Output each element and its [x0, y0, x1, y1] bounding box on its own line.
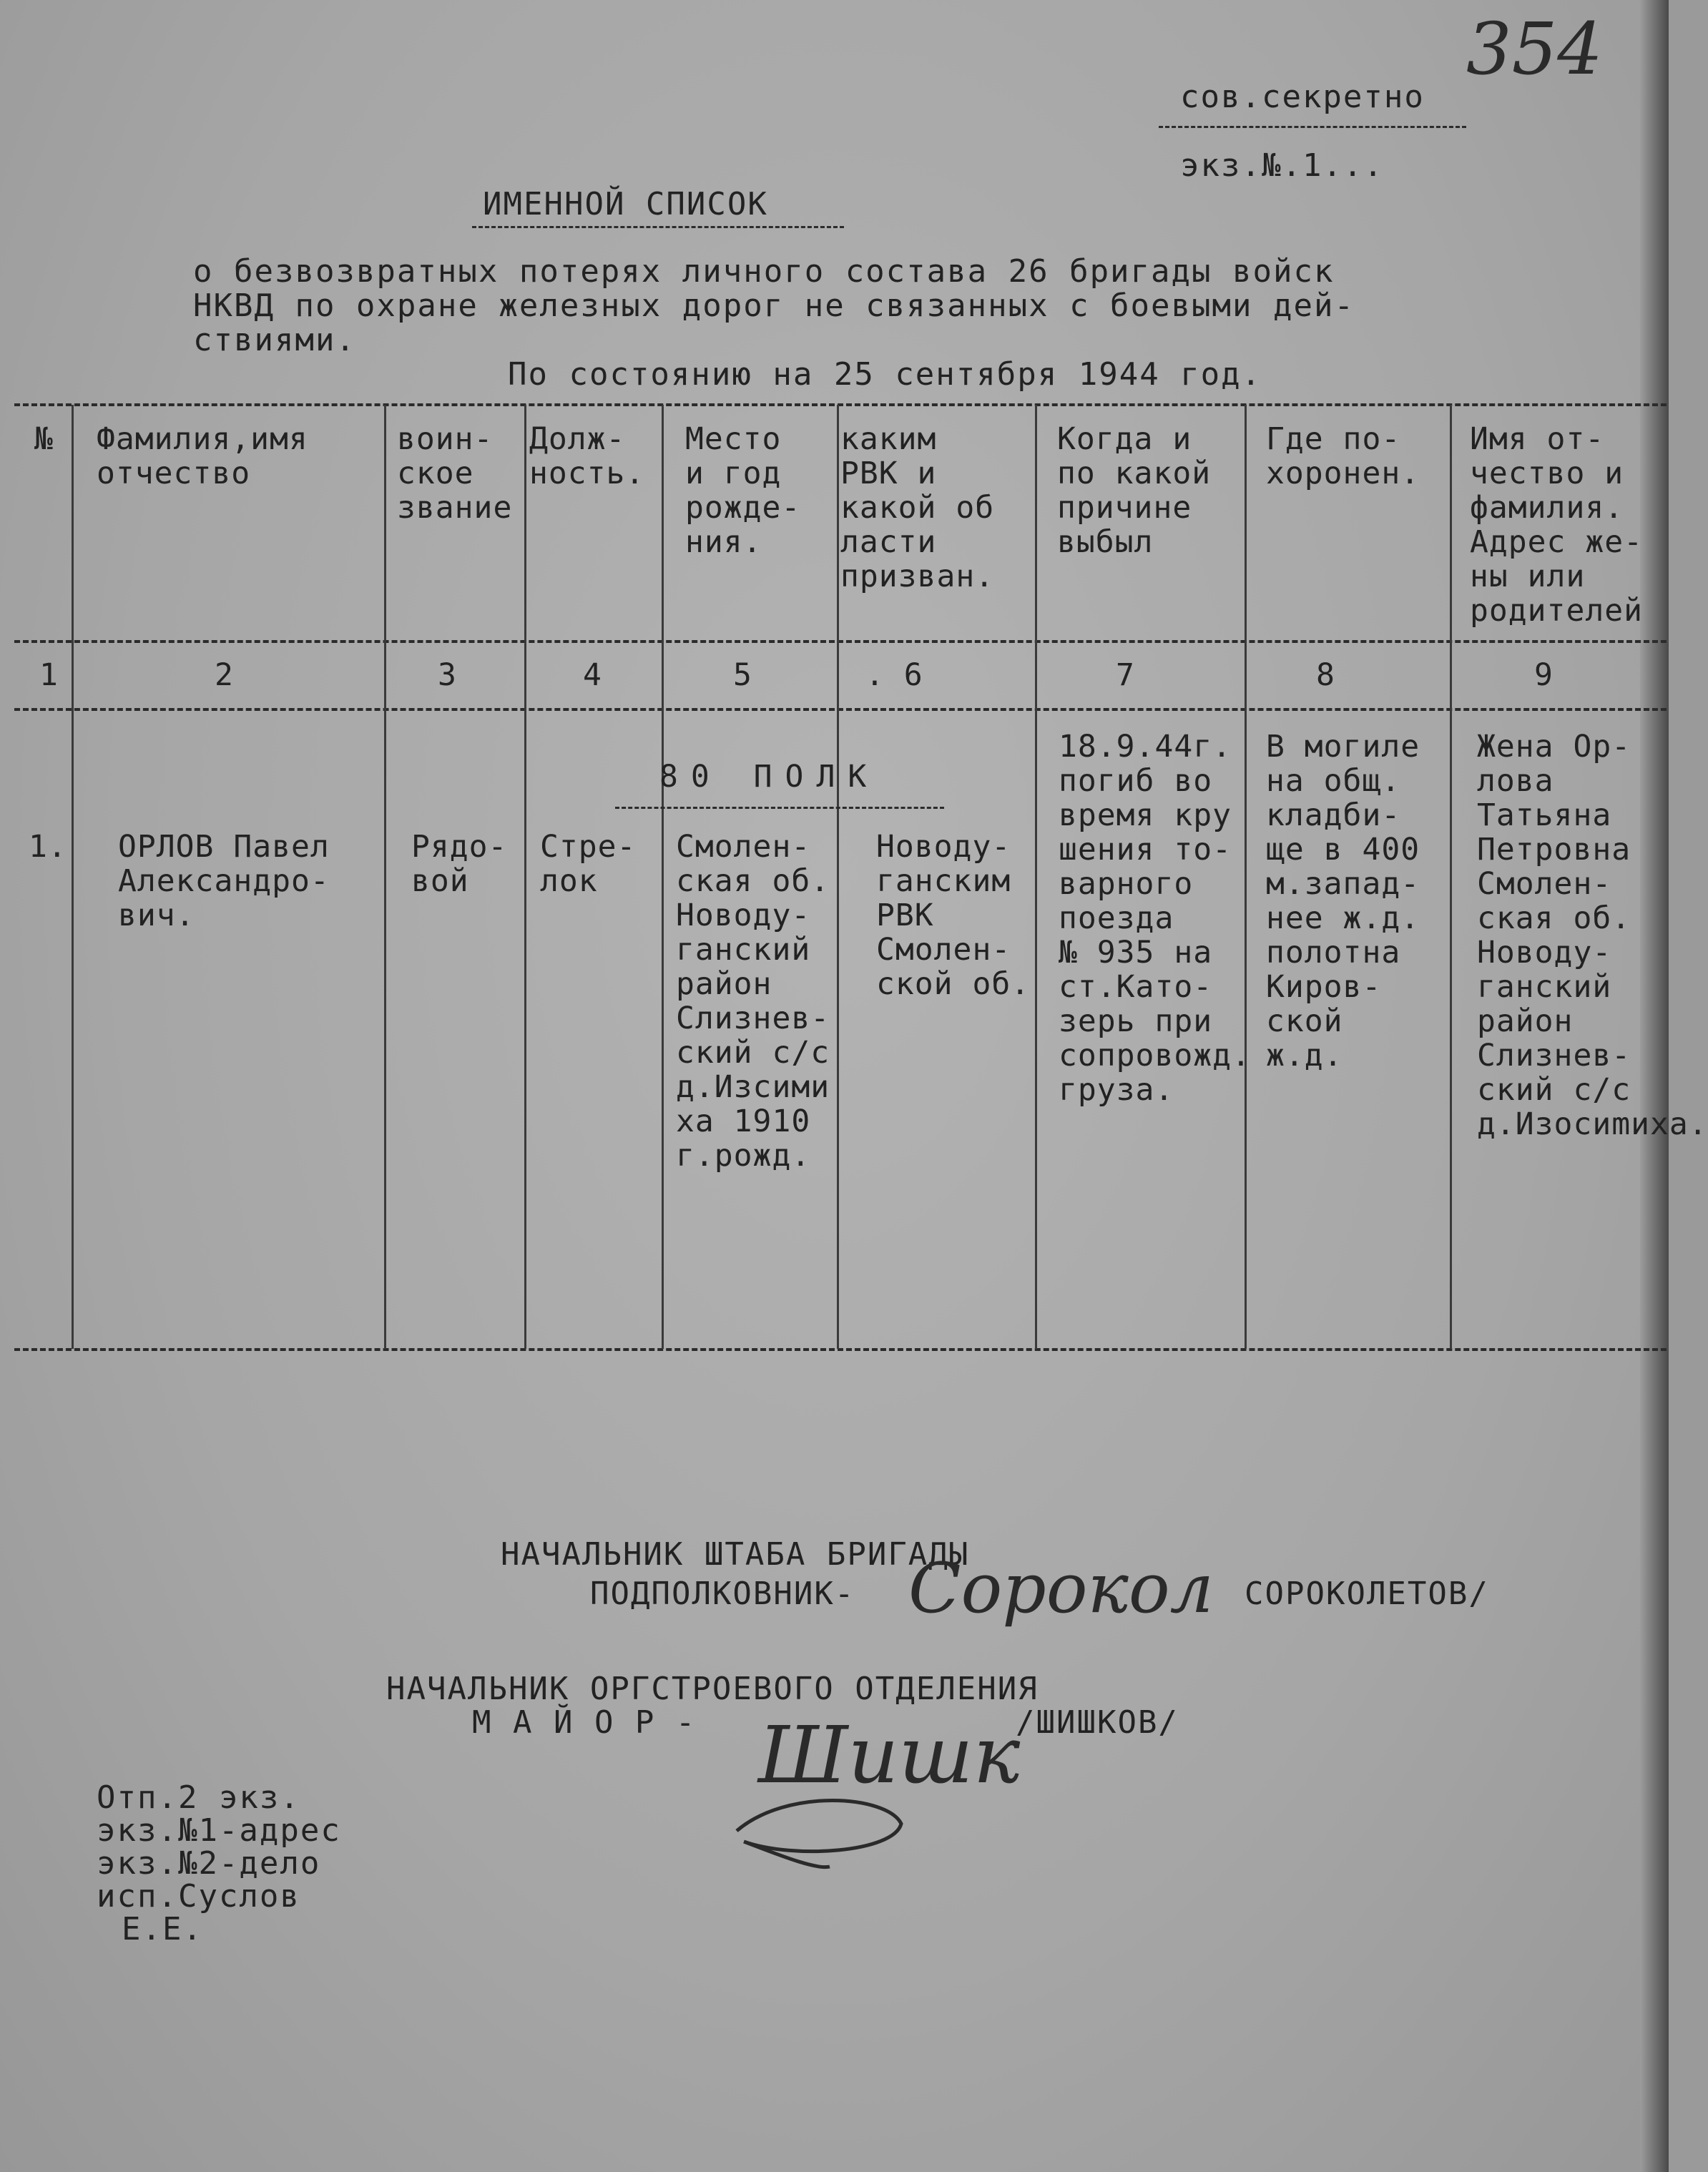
handwritten-page-number: 354: [1466, 7, 1603, 91]
signer-2-title: НАЧАЛЬНИК ОРГСТРОЕВОГО ОТДЕЛЕНИЯ: [386, 1671, 1039, 1707]
column-number-6: . 6: [865, 657, 923, 693]
header-name: Фамилия,имя отчество: [97, 421, 308, 491]
header-position: Долж- ность.: [529, 421, 645, 491]
footer-line-4: исп.Суслов: [97, 1878, 300, 1915]
row-name: ОРЛОВ Павел Александро- вич.: [118, 829, 330, 933]
section-label: 80 ПОЛК: [659, 759, 880, 795]
signer-1-rank: ПОДПОЛКОВНИК-: [590, 1576, 855, 1612]
column-number-7: 7: [1116, 657, 1135, 693]
header-bottom-rule: [14, 640, 1667, 643]
col-divider-5: [837, 405, 839, 1349]
signer-2-rank: М А Й О Р -: [472, 1704, 697, 1741]
column-number-1: 1: [39, 657, 59, 693]
classification-label: сов.секретно: [1180, 79, 1425, 115]
section-underline: [615, 807, 944, 809]
signer-1-name: СОРОКОЛЕТОВ/: [1245, 1576, 1489, 1612]
intro-line-3: ствиями.: [193, 322, 356, 358]
header-conscription: каким РВК и какой об ласти призван.: [840, 421, 995, 594]
column-number-2: 2: [215, 657, 234, 693]
document-title: ИМЕННОЙ СПИСОК: [483, 186, 768, 222]
footer-line-3: экз.№2-дело: [97, 1845, 321, 1882]
signer-1-title: НАЧАЛЬНИК ШТАБА БРИГАДЫ: [501, 1536, 970, 1573]
as-of-date: По состоянию на 25 сентября 1944 год.: [508, 356, 1262, 393]
header-number: №: [34, 421, 54, 457]
signature-2-flourish: [730, 1774, 916, 1874]
column-number-9: 9: [1534, 657, 1554, 693]
header-relatives: Имя от- чество и фамилия. Адрес же- ны или родителей: [1470, 421, 1643, 629]
row-when-why: 18.9.44г. погиб во время кру шения то- варного поезда № 935 на ст.Като- зерь при сопровожд. груза.: [1059, 729, 1251, 1108]
header-when-why: Когда и по какой причине выбыл: [1057, 421, 1212, 560]
column-number-5: 5: [733, 657, 752, 693]
row-burial: В могиле на общ. кладби- ще в 400 м.запад- нее ж.д. полотна Киров- ской ж.д.: [1266, 729, 1420, 1073]
col-divider-1: [72, 405, 74, 1349]
col-divider-8: [1450, 405, 1452, 1349]
column-number-rule: [14, 708, 1667, 711]
header-burial: Где по- хоронен.: [1266, 421, 1420, 491]
col-divider-6: [1035, 405, 1037, 1349]
signature-1-handwritten: Сорокол: [908, 1548, 1214, 1628]
table-bottom-rule: [14, 1348, 1667, 1351]
col-divider-3: [524, 405, 526, 1349]
row-conscription: Новоду- ганским РВК Смолен- ской об.: [876, 829, 1031, 1002]
row-position: Стре- лок: [540, 829, 637, 899]
column-number-8: 8: [1316, 657, 1335, 693]
intro-line-2: НКВД по охране железных дорог не связанных с боевыми дей-: [193, 288, 1355, 324]
signer-2-name: /ШИШКОВ/: [1016, 1704, 1179, 1741]
col-divider-4: [662, 405, 664, 1349]
copy-number: экз.№.1...: [1180, 147, 1384, 184]
table-top-rule: [14, 403, 1667, 406]
footer-line-5: Е.Е.: [122, 1911, 203, 1947]
column-number-4: 4: [583, 657, 602, 693]
header-birthplace: Место и год рожде- ния.: [685, 421, 801, 560]
signature-2-handwritten: Шишк: [758, 1709, 1021, 1801]
title-underline: [472, 226, 844, 228]
row-number: 1.: [29, 829, 67, 865]
row-rank: Рядо- вой: [411, 829, 508, 899]
row-birthplace: Смолен- ская об. Новоду- ганский район Слизнев- ский с/с д.Изсими ха 1910 г.рожд.: [676, 829, 830, 1174]
footer-line-1: Отп.2 экз.: [97, 1779, 300, 1816]
column-number-3: 3: [438, 657, 457, 693]
row-relatives: Жена Ор- лова Татьяна Петровна Смолен- ская об. Новоду- ганский район Слизнев- ский с/с д.Изосиmиха.: [1477, 729, 1708, 1142]
intro-line-1: о безвозвратных потерях личного состава 26 бригады войск: [193, 253, 1335, 290]
classification-underline: [1159, 126, 1466, 128]
col-divider-2: [384, 405, 386, 1349]
header-rank: воин- ское звание: [397, 421, 513, 526]
footer-line-2: экз.№1-адрес: [97, 1812, 341, 1849]
